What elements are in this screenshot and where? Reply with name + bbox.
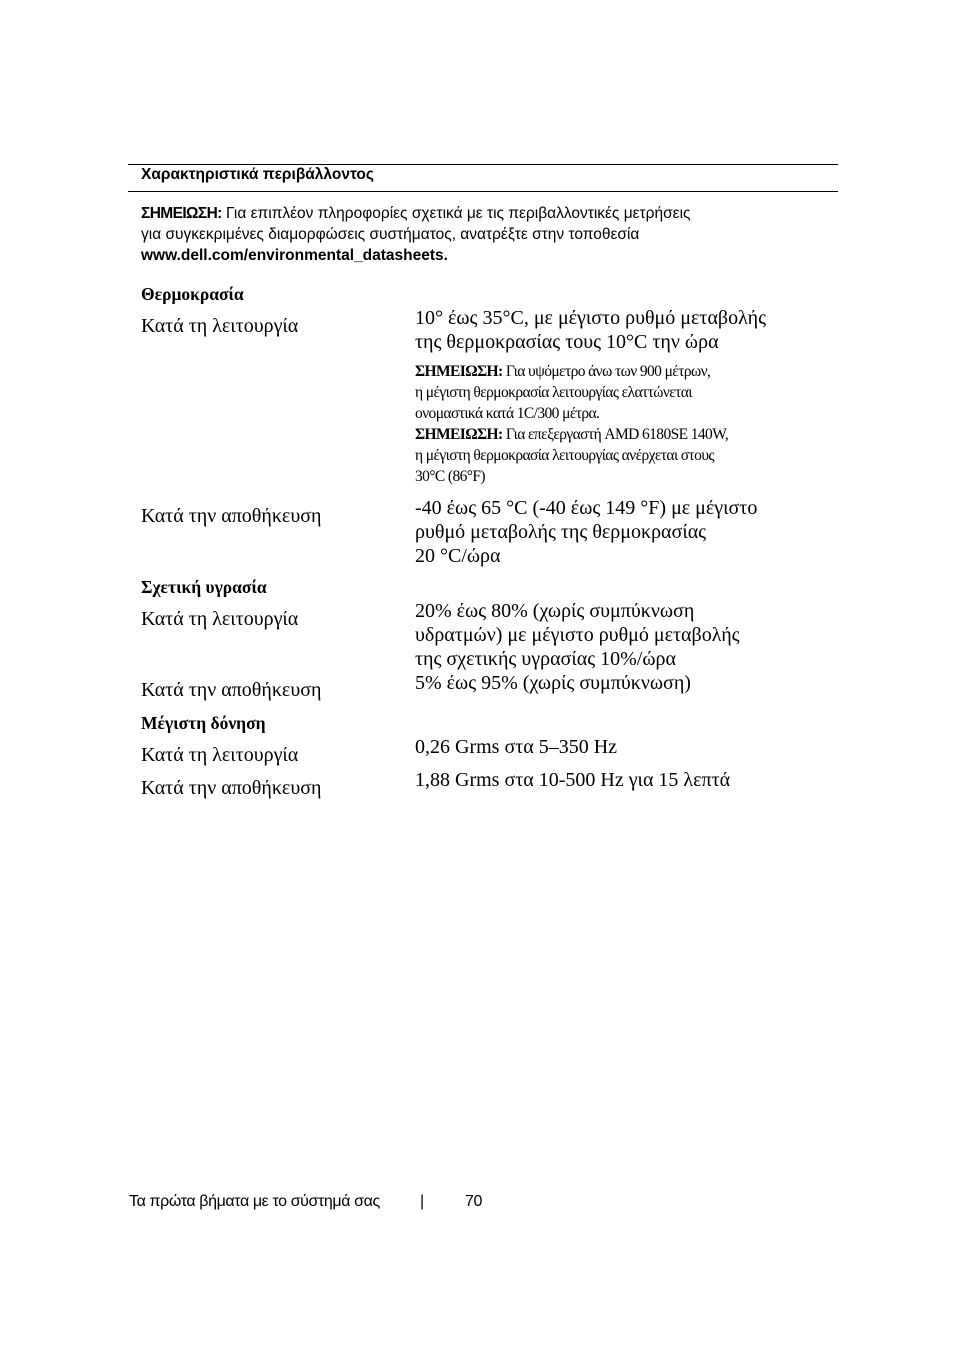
vibration-operating-label: Κατά τη λειτουργία bbox=[141, 744, 299, 766]
page-number: 70 bbox=[465, 1193, 482, 1210]
vibration-storage-label: Κατά την αποθήκευση bbox=[141, 777, 322, 799]
table-top-rule bbox=[128, 164, 838, 165]
temperature-note-processor: ΣΗΜΕΙΩΣΗ: Για επεξεργαστή AMD 6180SE 140W, η μέγιστη θερμοκρασία λειτουργίας ανέρχεται στους 30°C (86°F) bbox=[415, 426, 729, 485]
humidity-storage-value: 5% έως 95% (χωρίς συμπύκνωση) bbox=[415, 672, 691, 694]
temperature-storage-label: Κατά την αποθήκευση bbox=[141, 505, 322, 527]
top-note-line-2: για συγκεκριμένες διαμορφώσεις συστήματος, ανατρέξτε στην τοποθεσία bbox=[141, 226, 640, 243]
vibration-heading: Μέγιστη δόνηση bbox=[141, 713, 266, 733]
humidity-heading: Σχετική υγρασία bbox=[141, 577, 267, 597]
top-note-line-1: ΣΗΜΕΙΩΣΗ: Για επιπλέον πληροφορίες σχετικά με τις περιβαλλοντικές μετρήσεις bbox=[141, 205, 691, 222]
vibration-operating-value: 0,26 Grms στα 5–350 Hz bbox=[415, 736, 618, 758]
footer-separator: | bbox=[420, 1193, 424, 1210]
top-note-link[interactable]: www.dell.com/environmental_datasheets. bbox=[141, 247, 448, 264]
note-label: ΣΗΜΕΙΩΣΗ: bbox=[141, 205, 222, 222]
humidity-storage-label: Κατά την αποθήκευση bbox=[141, 679, 322, 701]
humidity-operating-label: Κατά τη λειτουργία bbox=[141, 608, 299, 630]
section-title: Χαρακτηριστικά περιβάλλοντος bbox=[141, 166, 374, 183]
temperature-storage-value: -40 έως 65 °C (-40 έως 149 °F) με μέγιστο ρυθμό μεταβολής της θερμοκρασίας 20 °C/ώρα bbox=[415, 497, 758, 567]
top-note bbox=[141, 203, 691, 266]
footer-title: Τα πρώτα βήματα με το σύστημά σας bbox=[129, 1193, 380, 1210]
humidity-operating-value: 20% έως 80% (χωρίς συμπύκνωση υδρατμών) με μέγιστο ρυθμό μεταβολής της σχετικής υγρασίας 10%/ώρα bbox=[415, 600, 740, 670]
temperature-heading: Θερμοκρασία bbox=[141, 284, 244, 304]
temperature-operating-value: 10° έως 35°C, με μέγιστο ρυθμό μεταβολής της θερμοκρασίας τους 10°C την ώρα bbox=[415, 307, 766, 353]
temperature-note-altitude: ΣΗΜΕΙΩΣΗ: Για υψόμετρο άνω των 900 μέτρων, η μέγιστη θερμοκρασία λειτουργίας ελαττώνεται ονομαστικά κατά 1C/300 μέτρα. bbox=[415, 363, 711, 422]
table-header-rule bbox=[128, 191, 838, 192]
note-label: ΣΗΜΕΙΩΣΗ: bbox=[415, 363, 503, 380]
vibration-storage-value: 1,88 Grms στα 10-500 Hz για 15 λεπτά bbox=[415, 769, 731, 791]
temperature-operating-label: Κατά τη λειτουργία bbox=[141, 315, 299, 337]
note-label: ΣΗΜΕΙΩΣΗ: bbox=[415, 426, 503, 443]
